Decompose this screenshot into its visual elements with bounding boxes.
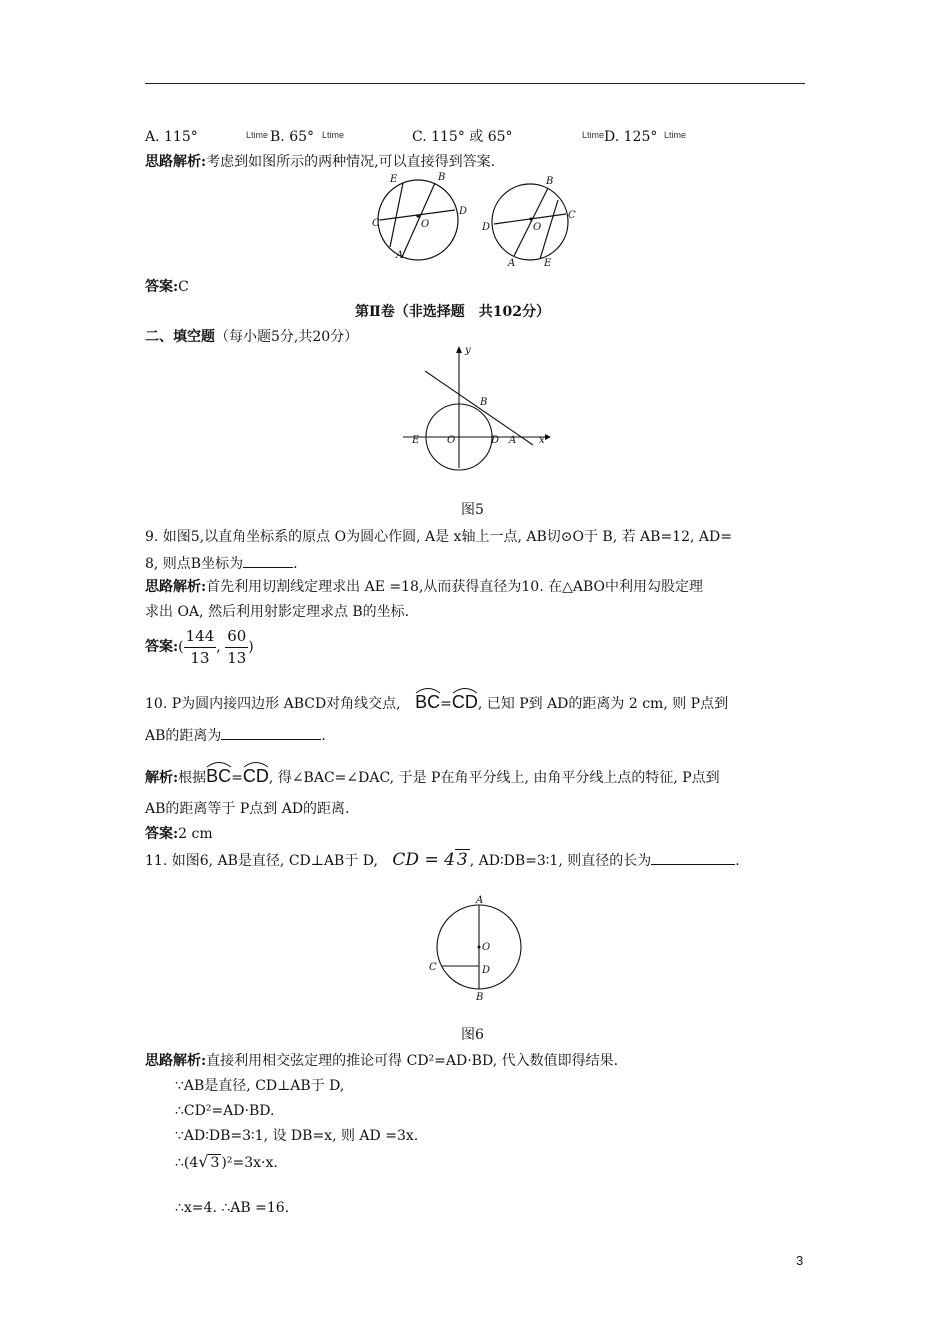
svg-text:O: O [447,435,456,446]
svg-text:B: B [476,992,484,1003]
svg-text:A: A [396,250,404,261]
analysis-label: 思路解析: [145,1053,207,1069]
arc-label: CD [451,692,478,712]
fill-heading-bold: 二、填空题 [145,329,215,345]
svg-text:O: O [482,942,491,953]
q10-line1: 10. P为圆内接四边形 ABCD对角线交点, BC= CD, 已知 P到 AD的距离为 2 cm, 则 P点到 [145,693,728,711]
cd-expression-text: CD = 4 [392,850,455,870]
svg-text:A: A [509,435,517,446]
q9-line2 [145,555,298,571]
svg-text:E: E [544,258,552,269]
q10-text-b: , 已知 P到 AD的距离为 2 cm, 则 P点到 [477,696,729,712]
q10-line2-text: AB的距离为 [145,728,222,744]
step-text: )²=3x·x. [221,1155,278,1171]
arc-label: BC [206,766,232,786]
q9-line2-text: 8, 则点B坐标为 [145,556,244,572]
svg-text:D: D [491,435,500,446]
arc-cd [243,767,269,785]
step-text: ∴(4 [175,1155,199,1171]
fill-heading-rest: （每小题5分,共20分） [215,329,359,345]
margin-mark: Ltime [664,130,687,140]
analysis-text: 根据 [178,770,207,786]
answer-blank [221,727,321,740]
q10-analysis: 解析:根据 BC= CD, 得∠BAC=∠DAC, 于是 P在角平分线上, 由角平分线上点的特征, P点到 [145,767,720,785]
figure-5 [395,343,555,473]
answer-label: 答案: [145,826,179,842]
solution-step-1: ∵AB是直径, CD⊥AB于 D, [175,1078,345,1094]
svg-text:O: O [421,219,430,230]
margin-mark: Ltime [322,130,345,140]
margin-mark: Ltime [582,130,605,140]
svg-text:B: B [480,397,488,408]
answer-blank [243,555,293,568]
q11-analysis [145,1054,618,1068]
q8-analysis [145,155,495,169]
solution-step-3: ∵AD∶DB=3∶1, 设 DB=x, 则 AD =3x. [175,1128,419,1144]
solution-step-5: ∴x=4. ∴AB =16. [175,1200,290,1216]
option-a: A. 115° [145,129,198,145]
svg-text:B: B [438,172,446,183]
arc-bc [415,693,440,711]
header-rule [145,83,805,84]
q9-line1: 9. 如图5,以直角坐标系的原点 O为圆心作圆, A是 x轴上一点, AB切⊙O于 B, 若 AB=12, AD= [145,529,732,545]
svg-text:B: B [546,176,554,187]
fraction-numerator: 144 [184,628,217,648]
q11-line1-end: . [735,853,740,869]
answer-blank [651,852,735,865]
section-title: 第Ⅱ卷（非选择题 共102分） [355,304,551,320]
svg-text:D: D [482,965,491,976]
q11-line1 [145,852,740,869]
answer-value: 2 cm [178,826,213,842]
margin-mark: Ltime [246,130,269,140]
svg-text:A: A [508,258,516,269]
sqrt-radicand: 3 [456,850,468,870]
cd-expression [392,850,469,870]
svg-text:E: E [412,435,420,446]
svg-text:C: C [568,210,576,221]
svg-text:O: O [533,222,542,233]
q9-analysis-line2: 求出 OA, 然后利用射影定理求点 B的坐标. [145,604,410,620]
arc-cd [452,693,478,711]
analysis-label: 思路解析: [145,154,207,170]
analysis-label: 解析: [145,770,179,786]
q11-text-b: , AD∶DB=3∶1, 则直径的长为 [469,853,652,869]
q10-answer [145,827,213,841]
q10-text-a: 10. P为圆内接四边形 ABCD对角线交点, [145,696,401,712]
q10-line2: AB的距离为 . [145,728,326,744]
option-b: B. 65° [270,129,315,145]
svg-text:x: x [539,435,545,446]
fraction-denominator: 13 [190,648,210,667]
svg-text:D: D [482,222,491,233]
fraction-x [184,628,217,666]
analysis-text: , 得∠BAC=∠DAC, 于是 P在角平分线上, 由角平分线上点的特征, P点到 [268,770,720,786]
fraction-numerator: 60 [225,628,248,648]
page-number: 3 [796,1253,804,1268]
sqrt-radicand: 3 [210,1155,220,1171]
analysis-text: 直接利用相交弦定理的推论可得 CD²=AD·BD, 代入数值即得结果. [206,1053,619,1069]
svg-text:C: C [429,962,437,973]
answer-label: 答案: [145,279,179,295]
answer-label: 答案: [145,639,179,655]
fill-heading [145,330,358,344]
q9-analysis-line1 [145,580,703,594]
answer-value: C [178,279,189,295]
svg-text:D: D [459,206,468,217]
two-circles-figure [368,170,588,270]
option-c: C. 115° 或 65° [412,129,513,145]
analysis-text: 首先利用切割线定理求出 AE =18,从而获得直径为10. 在△ABO中利用勾股定理 [206,579,704,595]
arc-label: CD [242,766,269,786]
fraction-denominator: 13 [227,648,247,667]
fraction-y [225,628,248,666]
q11-text-a: 11. 如图6, AB是直径, CD⊥AB于 D, [145,853,378,869]
svg-text:A: A [476,895,484,906]
arc-label: BC [415,692,441,712]
svg-text:y: y [465,345,471,356]
figure-6 [425,893,535,1003]
fig6-caption: 图6 [461,1027,484,1043]
q10-analysis-line2: AB的距离等于 P点到 AD的距离. [145,801,350,817]
q9-line2-end: . [293,556,298,572]
solution-step-2: ∴CD²=AD·BD. [175,1103,275,1119]
analysis-text: 考虑到如图所示的两种情况,可以直接得到答案. [206,154,496,170]
fig5-caption: 图5 [461,502,484,518]
analysis-label: 思路解析: [145,579,207,595]
option-d: D. 125° [604,129,658,145]
solution-step-4: ∴(4√ 3 )²=3x·x. [175,1152,278,1171]
svg-text:E: E [390,174,398,185]
arc-bc [206,767,231,785]
svg-text:C: C [372,218,380,229]
q8-answer [145,280,189,294]
q9-answer: 答案:( $\frac{144}{13}$ , $\frac{60}{13}$ ) [145,627,254,667]
